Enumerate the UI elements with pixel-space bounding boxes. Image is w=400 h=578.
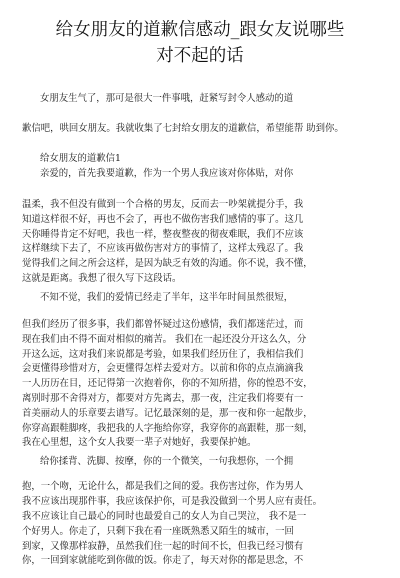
text-line: 不知不觉，我们的爱情已经走了半年，这半年时间虽然很短， [40, 292, 294, 303]
paragraph-letter-1-body [22, 198, 382, 287]
text-line: 个好男人。你走了，只剩下我在看一座既熟悉又陌生的城市，一回 [22, 525, 294, 537]
paragraph-intro-2 [22, 122, 382, 137]
text-line: 这样继续下去了，不应该再做伤害对方的事情了，这样太残忍了。我 [22, 243, 304, 255]
page-title-line-2: 对不起的话 [156, 46, 244, 66]
text-line: 我不应该让自己最心的同时也最爱自己的女人为自己哭泣， 我不是一 [22, 511, 307, 522]
text-line: 这就是距离。我想了很久写下这段话。 [22, 272, 182, 284]
paragraph-care [22, 455, 382, 470]
text-line: 离别时那不舍得对方，都要对方先离去，那一夜，注定我们将要有一 [22, 392, 304, 404]
paragraph-half-year [22, 291, 382, 306]
text-line: 会更懂得珍惜对方，会更懂得怎样去爱对方。以前和你的点点滴滴我 [22, 363, 304, 375]
text-line: 但我们经历了很多事，我们都曾怀疑过这份感情，我们都迷茫过，而 [22, 319, 304, 330]
section-heading: 给女朋友的道歉信1 [40, 153, 121, 164]
text-line: 开这么远，这对我们来说都是考验，如果我们经历住了，我相信我们 [22, 348, 304, 360]
text-line: 我不应该出现那件事，我应该保护你，可是我没做到一个男人应有责任。 [22, 495, 323, 507]
text-line: 你，一回到家就能吃到你做的饭。你走了，每天对你的都是思念，不 [22, 555, 304, 567]
paragraph-intro-1 [22, 92, 382, 107]
letter-1-heading [22, 152, 382, 182]
text-line: 给你揉背、洗脚、按摩，你的一个微笑，一句我想你，一个拥 [40, 456, 294, 467]
text-line: 首美丽动人的乐章要去谱写。记忆最深刻的是，那一夜和你一起散步， [22, 407, 313, 419]
page-title-line-1: 给女朋友的道歉信感动_跟女友说哪些 [55, 20, 345, 40]
text-line: 到家，又像那样寂静，虽然我们住一起的时间不长，但我已经习惯有 [22, 540, 304, 552]
text-line: 知道这样很不好，再也不会了，再也不做伤害我们感情的事了。这几 [22, 213, 304, 225]
text-line: 觉得我们之间之所会这样，是因为缺乏有效的沟通。你不说，我不懂， [22, 258, 313, 270]
paragraph-hurt [22, 480, 382, 510]
paragraph-memories [22, 318, 382, 451]
text-line: 一人历历在目，还记得第一次抱着你，你的不知所措，你的惶恐不安， [22, 378, 313, 390]
text-line: 我在心里想，这个女人我要一辈子对她好，我要保护她。 [22, 437, 257, 449]
text-line: 亲爱的，首先我要道歉，作为一个男人我应该对你体贴，对你 [40, 167, 294, 179]
text-line: 你穿高跟鞋脚疼，我把我的人字拖给你穿，我穿你的高跟鞋，那一刻， [22, 422, 313, 434]
text-line: 抱，一个吻，无论什么，都是我们之间的爱。我伤害过你，作为男人 [22, 481, 304, 492]
text-line: 温柔，我不但没有做到一个合格的男友，反而去一吵架就提分手，我 [22, 199, 304, 210]
text-line: 天你睡得肯定不好吧，我也一样，整夜整夜的彻夜难眠，我们不应该 [22, 228, 304, 240]
paragraph-missing-you [22, 510, 382, 569]
text-line: 歉信吧，哄回女朋友。我就收集了七封给女朋友的道歉信，希望能帮 助到你。 [22, 123, 344, 134]
text-line: 女朋友生气了，那可是很大一件事哦，赶紧写封令人感动的道 [40, 93, 294, 104]
text-line: 现在我们由不得不面对相似的痛苦。 我们在一起还没分开这么久，分 [22, 333, 307, 345]
